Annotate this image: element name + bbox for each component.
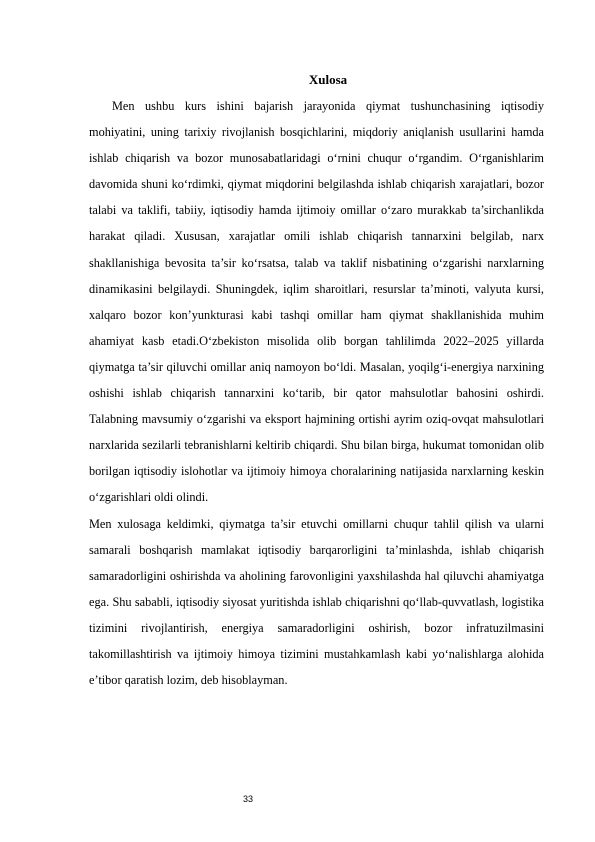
paragraph-conclusion: Men xulosaga keldimki, qiymatga ta’sir etuvchi omillarni chuqur tahlil qilish va ularni samarali boshqarish mamlakat iqtisodiy barqarorligini ta’minlashda, ishlab chiqarish samaradorligini oshirishda va aholining farovonligini yaxshilashda hal qiluvchi ahamiyatga ega. Shu sababli, iqtisodiy siyosat yuritishda ishlab chiqarishni qo‘llab-quvvatlash, logistika tizimini rivojlantirish, energiya samaradorligini oshirish, bozor infratuzilmasini takomillashtirish va ijtimoiy himoya tizimini mustahkamlash kabi yo‘nalishlarga alohida e’tibor qaratish lozim, deb hisoblayman.: [89, 516, 544, 688]
page-number: 33: [243, 794, 254, 804]
document-body: [89, 93, 544, 693]
page-title: Xulosa: [308, 72, 348, 87]
paragraph-intro: Men ushbu kurs ishini bajarish jarayonida qiymat tushunchasining iqtisodiy mohiyatini, uning tarixiy rivojlanish bosqichlarini, miqdoriy aniqlanish usullarini hamda ishlab chiqarish va bozor munosabatlaridagi o‘rnini chuqur o‘rgandim. O‘rganishlarim davomida shuni ko‘rdimki, qiymat miqdorini belgilashda ishlab chiqarish xarajatlari, bozor talabi va taklifi, tabiiy, iqtisodiy hamda ijtimoiy omillar o‘zaro murakkab ta’sirchanlikda harakat qiladi. Xususan, xarajatlar omili ishlab chiqarish tannarxini belgilab, narx shakllanishiga bevosita ta’sir ko‘rsatsa, talab va taklif nisbatining o‘zgarishi narxlarning dinamikasini belgilaydi. Shuningdek, iqlim sharoitlari, resurslar ta’minoti, valyuta kursi, xalqaro bozor kon’yunkturasi kabi tashqi omillar ham qiymat shakllanishida muhim ahamiyat kasb etadi.O‘zbekiston misolida olib borgan tahlilimda 2022–2025 yillarda qiymatga ta’sir qiluvchi omillar aniq namoyon bo‘ldi. Masalan, yoqilg‘i-energiya narxining oshishi ishlab chiqarish tannarxini ko‘tarib, bir qator mahsulotlar bahosini oshirdi. Talabning mavsumiy o‘zgarishi va eksport hajmining ortishi ayrim oziq-ovqat mahsulotlari narxlarida sezilarli tebranishlarni keltirib chiqardi. Shu bilan birga, hukumat tomonidan olib borilgan iqtisodiy islohotlar va ijtimoiy himoya choralarining natijasida narxlarning keskin o‘zgarishlari oldi olindi.: [89, 99, 544, 505]
